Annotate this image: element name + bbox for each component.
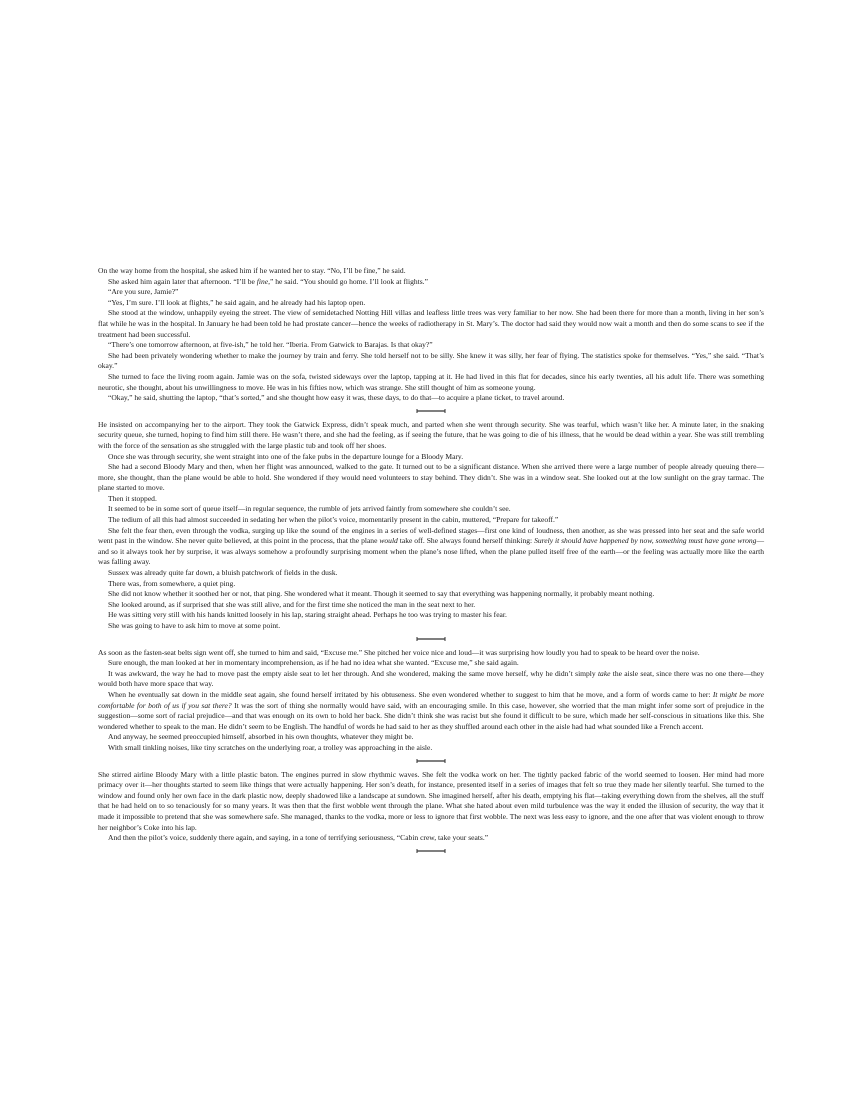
paragraph: She looked around, as if surprised that she was still alive, and for the first time she noticed the man in the seat next to her. [108,599,476,609]
paragraph: It was awkward, the way he had to move past the empty aisle seat to let her through. And she wondered, making the same move herself, why he didn’t simply take the aisle seat, since there was no one there—they would both have more space that way. [98,668,764,689]
section-break-ornament-icon [98,406,764,416]
paragraph: And then the pilot’s voice, suddenly there again, and saying, in a tone of terrifying seriousness, “Cabin crew, take your seats.” [108,833,489,843]
emphasis-text: would [379,536,398,546]
section-break-ornament-icon [98,756,764,766]
emphasis-text: take [597,668,611,678]
paragraph: It seemed to be in some sort of queue itself—in regular sequence, the rumble of jets arrived faintly from somewhere she couldn’t see. [108,504,511,514]
text-section [98,770,764,844]
paragraph: She turned to face the living room again. Jamie was on the sofa, twisted sideways over the laptop, tapping at it. He had lived in this flat for decades, since his early twenties, all his adult life. There was something neurotic, she thought, about his unwillingness to move. He was in his fifties now, which was strange. She still thought of him as someone young. [98,371,764,392]
paragraph: “Are you sure, Jamie?” [108,287,179,297]
section-break-ornament-icon [98,634,764,644]
paragraph: “Okay,” he said, shutting the laptop, “that’s sorted,” and she thought how easy it was, these days, to do that—to acquire a plane ticket, to travel around. [108,393,565,403]
paragraph: She stirred airline Bloody Mary with a little plastic baton. The engines purred in slow rhythmic waves. She felt the vodka work on her. The tightly packed fabric of the world seemed to loosen. Her mind had more primacy over it—her thoughts started to seem like things that were actually happening. Her son’s death, for instance, presented itself in a series of images that felt so true they made her silently tearful. She turned to the window and found only her own face in the dark plastic now, deeply shadowed like a landscape at sundown. She imagined herself, after his death, emptying his flat—taking everything down from the shelves, all the stuff that he had held on to so tenaciously for so many years. It was then that the first wobble went through the plane. What she hated about even mild turbulence was the way it ended the illusion of security, the way that it made it impossible to pretend that she was somewhere safe. She managed, thanks to the vodka, more or less to ignore that first wobble. The next was less easy to ignore, and the one after that was violent enough to throw her neighbor’s Coke into his lap. [98,769,764,832]
text-section [98,420,764,632]
paragraph: He insisted on accompanying her to the airport. They took the Gatwick Express, didn’t speak much, and parted when she went through security. She was tearful, which wasn’t like her. A minute later, in the snaking security queue, she turned, hoping to find him still there. He wasn’t there, and she had the feeling, as if seeing the future, that he was going to die of his illness, that he would be dead within a year. She was still trembling with the force of the sensation as she struggled with the large plastic tub and took off her shoes. [98,419,764,450]
emphasis-text: It might be more comfortable for both of us if you sat there? [98,689,764,710]
paragraph: On the way home from the hospital, she asked him if he wanted her to stay. “No, I’ll be fine,” he said. [98,266,406,275]
paragraph: With small tinkling noises, like tiny scratches on the underlying roar, a trolley was approaching in the aisle. [108,742,433,752]
paragraph: “There’s one tomorrow afternoon, at five-ish,” he told her. “Iberia. From Gatwick to Barajas. Is that okay?” [108,340,433,350]
paragraph: She did not know whether it soothed her or not, that ping. She wondered what it meant. Though it seemed to say that everything was happening normally, it probably meant nothing. [108,589,655,599]
paragraph: She was going to have to ask him to move at some point. [108,621,281,630]
paragraph: He was sitting very still with his hands knitted loosely in his lap, staring straight ahead. Perhaps he too was trying to master his fear. [108,610,507,620]
emphasis-text: fine [256,276,269,286]
paragraph: She asked him again later that afternoon. “I’ll be fine,” he said. “You should go home. I’ll look at flights.” [108,276,428,286]
paragraph: She had a second Bloody Mary and then, when her flight was announced, walked to the gate. It turned out to be a significant distance. When she arrived there were a large number of people already queuing there—more, she thought, than the plane would be able to hold. She wondered if they would need volunteers to stay behind. They didn’t. She was in a window seat. She looked out at the low sunlight on the gray tarmac. The plane started to move. [98,462,764,493]
paragraph: Sure enough, the man looked at her in momentary incomprehension, as if he had no idea what she wanted. “Excuse me,” she said again. [108,658,519,668]
paragraph: There was, from somewhere, a quiet ping. [108,578,236,588]
paragraph: The tedium of all this had almost succeeded in sedating her when the pilot’s voice, momentarily present in the cabin, muttered, “Prepare for takeoff.” [108,515,559,525]
paragraph: She had been privately wondering whether to make the journey by train and ferry. She told herself not to be silly. She knew it was silly, her fear of flying. The statistics spoke for themselves. “Yes,” she said. “That’s okay.” [98,350,764,371]
paragraph: As soon as the fasten-seat belts sign went off, she turned to him and said, “Excuse me.” She pitched her voice nice and loud—it was surprising how loudly you had to speak to be heard over the noise. [98,647,700,657]
text-section [98,266,764,404]
paragraph: When he eventually sat down in the middle seat again, she found herself irritated by his obtuseness. She even wondered whether to suggest to him that he move, and a form of words came to her: It might be more comfortable for both of us if you sat there? It was the sort of thing she normally would have said, with an encouraging smile. In this case, however, she worried that the man might infer some sort of prejudice in the suggestion—some sort of racial prejudice—and that was enough on its own to hold her back. She didn’t think she was racist but she found it difficult to be sure, which made her self-conscious in situations like this. She wondered whether to speak to the man. He didn’t seem to be English. The handful of words he had said to her as they shuffled around each other in the aisle had had what sounded like a French accent. [98,689,764,731]
section-break-ornament-icon [98,846,764,856]
paragraph: She felt the fear then, even through the vodka, surging up like the sound of the engines in a series of well-defined stages—first one kind of loudness, then another, as she was pressed into her seat and the safe world went past in the window. She never quite believed, at this point in the process, that the plane would take off. She always found herself thinking: Surely it should have happened by now, something must have gone wrong—and so it always took her by surprise, it was always somehow a profoundly surprising moment when the plane’s nose lifted, when the plane pulled itself free of the earth—or the feeling was actually more like the earth was falling away. [98,525,764,567]
paragraph: Sussex was already quite far down, a bluish patchwork of fields in the dusk. [108,568,338,578]
paragraph: And anyway, he seemed preoccupied himself, absorbed in his own thoughts, whatever they might be. [108,732,414,742]
paragraph: “Yes, I’m sure. I’ll look at flights,” he said again, and he already had his laptop open. [108,297,366,307]
emphasis-text: Surely it should have happened by now, something must have gone wrong [534,536,757,546]
paragraph: She stood at the window, unhappily eyeing the street. The view of semidetached Notting Hill villas and leafless little trees was very familiar to her now. She had been there for more than a month, living in her son’s flat while he was in the hospital. In January he had been told he had prostate cancer—hence the weeks of radiotherapy in St. Mary’s. The doctor had said they would now wait a month and then do some scans to see if the treatment had been successful. [98,308,764,339]
document-page [98,266,764,860]
text-section [98,648,764,754]
paragraph: Once she was through security, she went straight into one of the fake pubs in the departure lounge for a Bloody Mary. [108,451,464,461]
paragraph: Then it stopped. [108,493,157,503]
